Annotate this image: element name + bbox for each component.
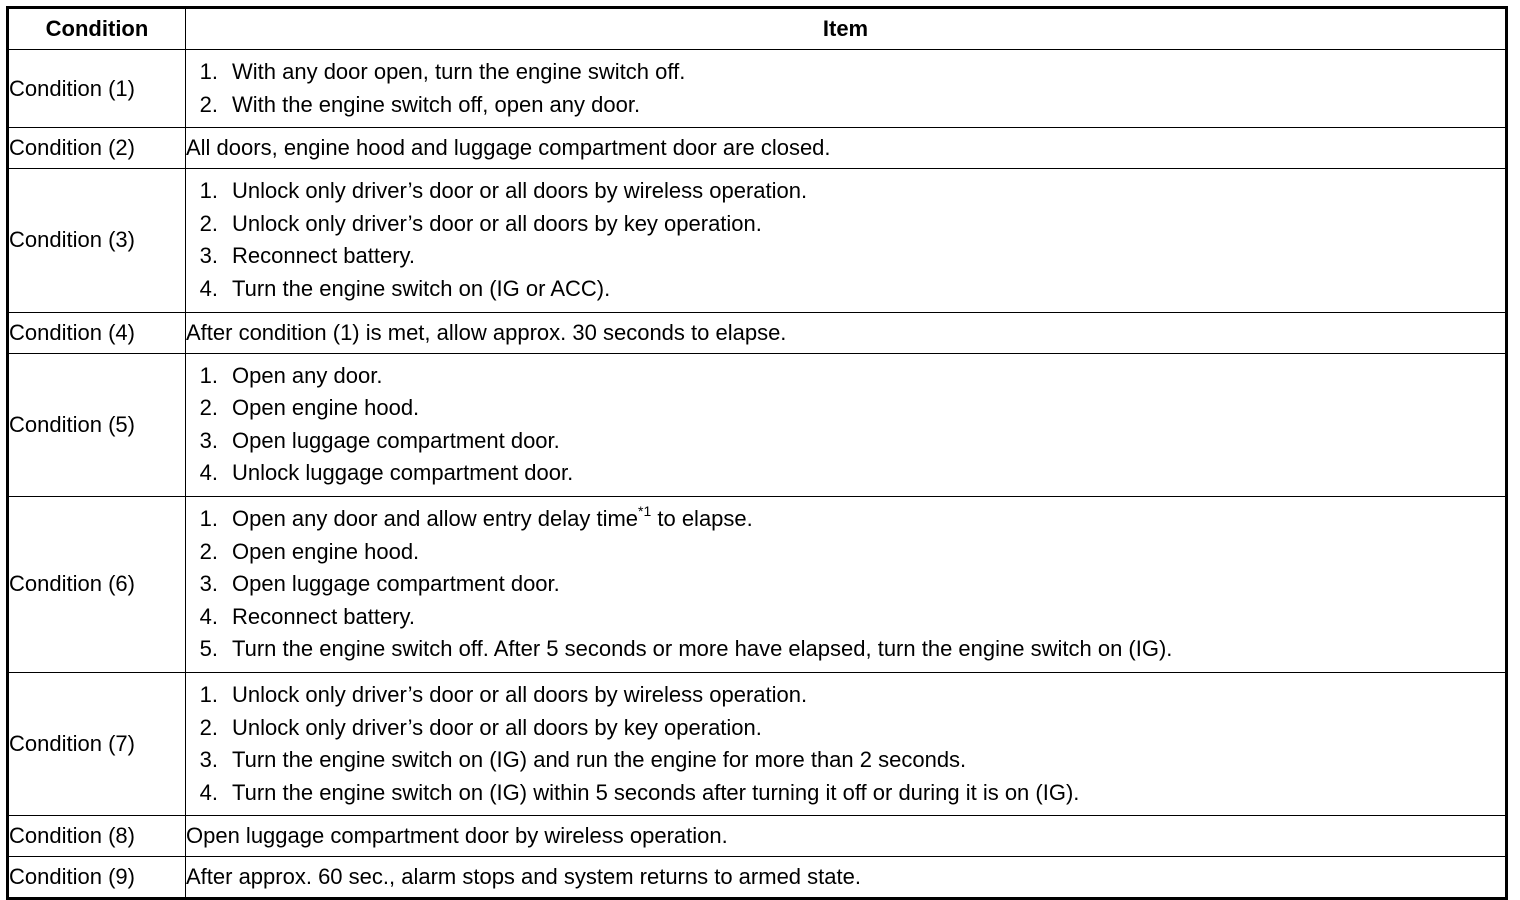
- table-row: [8, 50, 1507, 128]
- step-number: 2.: [199, 210, 218, 236]
- step-number: 2.: [199, 714, 218, 740]
- item-cell: [186, 496, 1507, 672]
- table-row: [8, 672, 1507, 815]
- step-list: [186, 360, 1505, 490]
- conditions-table: [6, 6, 1508, 900]
- step-list: [186, 175, 1505, 305]
- step-text: Unlock only driver’s door or all doors by wireless operation.: [232, 681, 808, 707]
- item-cell: [186, 353, 1507, 496]
- step-number: 1.: [199, 362, 218, 388]
- list-item: [186, 240, 1505, 273]
- item-text: All doors, engine hood and luggage compartment door are closed.: [186, 128, 1507, 169]
- step-number: 2.: [199, 538, 218, 564]
- step-text: With any door open, turn the engine switch off.: [232, 59, 686, 84]
- list-item: [186, 89, 1505, 122]
- step-text: Turn the engine switch on (IG) and run the engine for more than 2 seconds.: [232, 747, 967, 773]
- list-item: [186, 601, 1505, 634]
- table-row: [8, 496, 1507, 672]
- table-row: [8, 857, 1507, 899]
- step-text: Reconnect battery.: [232, 243, 416, 269]
- step-text: [232, 502, 753, 531]
- step-text: Unlock luggage compartment door.: [232, 460, 574, 486]
- list-item: [186, 503, 1505, 536]
- condition-label: Condition (4): [8, 312, 186, 353]
- step-number: 2.: [199, 395, 218, 421]
- condition-label: Condition (1): [8, 50, 186, 128]
- step-number: 4.: [199, 603, 218, 629]
- list-item: [186, 744, 1505, 777]
- item-text: Open luggage compartment door by wireless operation.: [186, 816, 1507, 857]
- step-number: 1.: [199, 59, 218, 84]
- table-row: [8, 353, 1507, 496]
- step-number: 4.: [199, 779, 218, 805]
- table-row: [8, 128, 1507, 169]
- step-text: Turn the engine switch off. After 5 seconds or more have elapsed, turn the engine switch on (IG).: [232, 636, 1173, 662]
- item-cell: [186, 169, 1507, 312]
- step-number: 4.: [199, 460, 218, 486]
- step-text: Open luggage compartment door.: [232, 427, 560, 453]
- step-number: 2.: [199, 91, 218, 117]
- item-text: After approx. 60 sec., alarm stops and system returns to armed state.: [186, 857, 1507, 899]
- table-row: [8, 169, 1507, 312]
- step-number: 3.: [199, 571, 218, 597]
- condition-label: Condition (5): [8, 353, 186, 496]
- list-item: [186, 360, 1505, 393]
- step-number: 1.: [199, 681, 218, 707]
- condition-label: Condition (8): [8, 816, 186, 857]
- step-text: Turn the engine switch on (IG or ACC).: [232, 275, 611, 301]
- step-number: 5.: [199, 636, 218, 662]
- list-item: [186, 392, 1505, 425]
- list-item: [186, 457, 1505, 490]
- item-text: After condition (1) is met, allow approx. 30 seconds to elapse.: [186, 312, 1507, 353]
- step-text: With the engine switch off, open any door.: [232, 91, 641, 117]
- step-list: [186, 503, 1505, 666]
- step-number: 3.: [199, 427, 218, 453]
- step-text: Open engine hood.: [232, 538, 420, 564]
- step-list: [186, 679, 1505, 809]
- table-row: [8, 312, 1507, 353]
- list-item: [186, 273, 1505, 306]
- list-item: [186, 425, 1505, 458]
- step-number: 1.: [199, 505, 218, 531]
- step-text: Open any door.: [232, 362, 383, 388]
- condition-label: Condition (9): [8, 857, 186, 899]
- list-item: [186, 568, 1505, 601]
- item-cell: [186, 50, 1507, 128]
- step-text: Unlock only driver’s door or all doors by key operation.: [232, 714, 762, 740]
- step-text: Unlock only driver’s door or all doors by wireless operation.: [232, 178, 808, 204]
- step-text: Open luggage compartment door.: [232, 571, 560, 597]
- table-row: [8, 816, 1507, 857]
- condition-label: Condition (7): [8, 672, 186, 815]
- list-item: [186, 679, 1505, 712]
- step-text-after: to elapse.: [651, 505, 753, 531]
- step-text: Unlock only driver’s door or all doors by key operation.: [232, 210, 762, 236]
- item-cell: [186, 672, 1507, 815]
- step-text: Turn the engine switch on (IG) within 5 seconds after turning it off or during it is on (IG).: [232, 779, 1080, 805]
- list-item: [186, 208, 1505, 241]
- step-text-main: Open any door and allow entry delay time: [232, 505, 639, 531]
- condition-label: Condition (2): [8, 128, 186, 169]
- header-item: Item: [186, 8, 1507, 50]
- list-item: [186, 633, 1505, 666]
- step-number: 1.: [199, 178, 218, 204]
- header-row: [8, 8, 1507, 50]
- step-list: [186, 56, 1505, 121]
- condition-label: Condition (6): [8, 496, 186, 672]
- step-text: Open engine hood.: [232, 395, 420, 421]
- list-item: [186, 536, 1505, 569]
- step-number: 3.: [199, 747, 218, 773]
- list-item: [186, 777, 1505, 810]
- footnote-marker: *1: [638, 502, 652, 519]
- header-condition: Condition: [8, 8, 186, 50]
- list-item: [186, 712, 1505, 745]
- step-number: 3.: [199, 243, 218, 269]
- list-item: [186, 56, 1505, 89]
- step-text: Reconnect battery.: [232, 603, 416, 629]
- condition-label: Condition (3): [8, 169, 186, 312]
- step-number: 4.: [199, 275, 218, 301]
- list-item: [186, 175, 1505, 208]
